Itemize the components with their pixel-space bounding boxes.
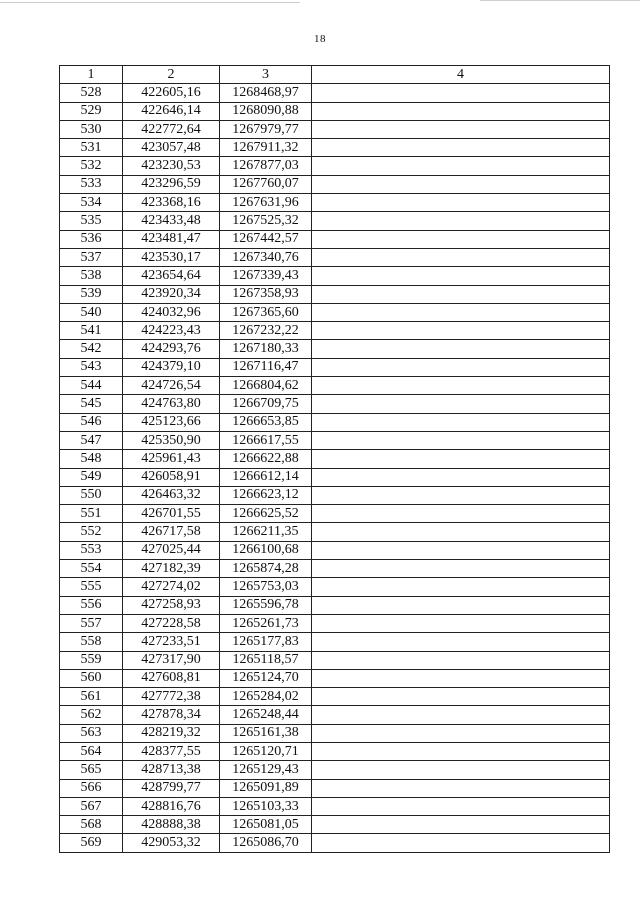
column-header: 1 [60, 66, 123, 84]
table-row [60, 578, 610, 596]
table-row [60, 194, 610, 212]
table-row [60, 486, 610, 504]
x-coordinate-cell: 425123,66 [123, 413, 220, 431]
x-coordinate-cell: 427233,51 [123, 633, 220, 651]
x-coordinate-cell: 424379,10 [123, 358, 220, 376]
point-number-cell: 545 [60, 395, 123, 413]
table-header-row [60, 66, 610, 84]
point-number-cell: 552 [60, 523, 123, 541]
y-coordinate-cell: 1265177,83 [220, 633, 312, 651]
x-coordinate-cell: 427182,39 [123, 560, 220, 578]
x-coordinate-cell: 427258,93 [123, 596, 220, 614]
y-coordinate-cell: 1266617,55 [220, 431, 312, 449]
table-row [60, 706, 610, 724]
y-coordinate-cell: 1268090,88 [220, 102, 312, 120]
note-cell [312, 230, 610, 248]
table-row [60, 669, 610, 687]
x-coordinate-cell: 423368,16 [123, 194, 220, 212]
x-coordinate-cell: 427025,44 [123, 541, 220, 559]
note-cell [312, 267, 610, 285]
x-coordinate-cell: 422605,16 [123, 84, 220, 102]
y-coordinate-cell: 1267631,96 [220, 194, 312, 212]
x-coordinate-cell: 424763,80 [123, 395, 220, 413]
x-coordinate-cell: 427317,90 [123, 651, 220, 669]
column-header: 3 [220, 66, 312, 84]
x-coordinate-cell: 423296,59 [123, 175, 220, 193]
y-coordinate-cell: 1265081,05 [220, 816, 312, 834]
y-coordinate-cell: 1266804,62 [220, 377, 312, 395]
y-coordinate-cell: 1265120,71 [220, 742, 312, 760]
x-coordinate-cell: 428799,77 [123, 779, 220, 797]
x-coordinate-cell: 423057,48 [123, 139, 220, 157]
x-coordinate-cell: 424726,54 [123, 377, 220, 395]
point-number-cell: 540 [60, 303, 123, 321]
column-header: 4 [312, 66, 610, 84]
note-cell [312, 523, 610, 541]
y-coordinate-cell: 1267525,32 [220, 212, 312, 230]
point-number-cell: 559 [60, 651, 123, 669]
table-row [60, 285, 610, 303]
table-row [60, 230, 610, 248]
point-number-cell: 528 [60, 84, 123, 102]
y-coordinate-cell: 1267877,03 [220, 157, 312, 175]
y-coordinate-cell: 1266623,12 [220, 486, 312, 504]
x-coordinate-cell: 426701,55 [123, 505, 220, 523]
table-row [60, 102, 610, 120]
y-coordinate-cell: 1267116,47 [220, 358, 312, 376]
y-coordinate-cell: 1265086,70 [220, 834, 312, 852]
y-coordinate-cell: 1265129,43 [220, 761, 312, 779]
y-coordinate-cell: 1267339,43 [220, 267, 312, 285]
x-coordinate-cell: 423433,48 [123, 212, 220, 230]
point-number-cell: 537 [60, 248, 123, 266]
x-coordinate-cell: 428377,55 [123, 742, 220, 760]
point-number-cell: 566 [60, 779, 123, 797]
note-cell [312, 194, 610, 212]
point-number-cell: 558 [60, 633, 123, 651]
point-number-cell: 557 [60, 614, 123, 632]
table-row [60, 377, 610, 395]
column-header: 2 [123, 66, 220, 84]
note-cell [312, 742, 610, 760]
x-coordinate-cell: 427228,58 [123, 614, 220, 632]
y-coordinate-cell: 1265091,89 [220, 779, 312, 797]
point-number-cell: 544 [60, 377, 123, 395]
point-number-cell: 564 [60, 742, 123, 760]
point-number-cell: 542 [60, 340, 123, 358]
y-coordinate-cell: 1267911,32 [220, 139, 312, 157]
note-cell [312, 816, 610, 834]
x-coordinate-cell: 423481,47 [123, 230, 220, 248]
page-number: 18 [314, 33, 326, 45]
table-row [60, 761, 610, 779]
table-row [60, 84, 610, 102]
note-cell [312, 688, 610, 706]
note-cell [312, 834, 610, 852]
table-row [60, 523, 610, 541]
y-coordinate-cell: 1265248,44 [220, 706, 312, 724]
note-cell [312, 651, 610, 669]
note-cell [312, 120, 610, 138]
table-row [60, 633, 610, 651]
point-number-cell: 547 [60, 431, 123, 449]
x-coordinate-cell: 427772,38 [123, 688, 220, 706]
table-row [60, 303, 610, 321]
note-cell [312, 468, 610, 486]
note-cell [312, 596, 610, 614]
point-number-cell: 553 [60, 541, 123, 559]
y-coordinate-cell: 1267979,77 [220, 120, 312, 138]
table-row [60, 120, 610, 138]
point-number-cell: 535 [60, 212, 123, 230]
table-row [60, 797, 610, 815]
point-number-cell: 563 [60, 724, 123, 742]
y-coordinate-cell: 1266622,88 [220, 450, 312, 468]
table-row [60, 614, 610, 632]
point-number-cell: 560 [60, 669, 123, 687]
note-cell [312, 322, 610, 340]
table-row [60, 596, 610, 614]
table-row [60, 157, 610, 175]
table-row [60, 468, 610, 486]
y-coordinate-cell: 1265103,33 [220, 797, 312, 815]
note-cell [312, 541, 610, 559]
y-coordinate-cell: 1265596,78 [220, 596, 312, 614]
table-row [60, 505, 610, 523]
table-row [60, 248, 610, 266]
note-cell [312, 431, 610, 449]
table-row [60, 779, 610, 797]
y-coordinate-cell: 1266709,75 [220, 395, 312, 413]
table-row [60, 358, 610, 376]
point-number-cell: 529 [60, 102, 123, 120]
point-number-cell: 543 [60, 358, 123, 376]
note-cell [312, 505, 610, 523]
note-cell [312, 395, 610, 413]
y-coordinate-cell: 1266100,68 [220, 541, 312, 559]
coordinates-table [59, 65, 610, 853]
point-number-cell: 534 [60, 194, 123, 212]
y-coordinate-cell: 1267442,57 [220, 230, 312, 248]
point-number-cell: 551 [60, 505, 123, 523]
table-row [60, 322, 610, 340]
note-cell [312, 486, 610, 504]
table-row [60, 212, 610, 230]
note-cell [312, 102, 610, 120]
x-coordinate-cell: 425350,90 [123, 431, 220, 449]
y-coordinate-cell: 1265118,57 [220, 651, 312, 669]
y-coordinate-cell: 1267358,93 [220, 285, 312, 303]
note-cell [312, 724, 610, 742]
point-number-cell: 538 [60, 267, 123, 285]
note-cell [312, 139, 610, 157]
y-coordinate-cell: 1265874,28 [220, 560, 312, 578]
note-cell [312, 285, 610, 303]
x-coordinate-cell: 422646,14 [123, 102, 220, 120]
point-number-cell: 555 [60, 578, 123, 596]
table-row [60, 340, 610, 358]
note-cell [312, 633, 610, 651]
point-number-cell: 533 [60, 175, 123, 193]
note-cell [312, 797, 610, 815]
note-cell [312, 560, 610, 578]
note-cell [312, 377, 610, 395]
table-row [60, 688, 610, 706]
x-coordinate-cell: 426717,58 [123, 523, 220, 541]
point-number-cell: 554 [60, 560, 123, 578]
y-coordinate-cell: 1266612,14 [220, 468, 312, 486]
x-coordinate-cell: 428816,76 [123, 797, 220, 815]
note-cell [312, 706, 610, 724]
y-coordinate-cell: 1265261,73 [220, 614, 312, 632]
y-coordinate-cell: 1266625,52 [220, 505, 312, 523]
note-cell [312, 614, 610, 632]
y-coordinate-cell: 1265284,02 [220, 688, 312, 706]
point-number-cell: 539 [60, 285, 123, 303]
note-cell [312, 340, 610, 358]
x-coordinate-cell: 423920,34 [123, 285, 220, 303]
x-coordinate-cell: 424293,76 [123, 340, 220, 358]
table-row [60, 413, 610, 431]
table-body [60, 84, 610, 852]
note-cell [312, 248, 610, 266]
y-coordinate-cell: 1266653,85 [220, 413, 312, 431]
y-coordinate-cell: 1267340,76 [220, 248, 312, 266]
y-coordinate-cell: 1268468,97 [220, 84, 312, 102]
table-row [60, 816, 610, 834]
y-coordinate-cell: 1265124,70 [220, 669, 312, 687]
note-cell [312, 450, 610, 468]
table-row [60, 450, 610, 468]
y-coordinate-cell: 1267365,60 [220, 303, 312, 321]
x-coordinate-cell: 422772,64 [123, 120, 220, 138]
table-row [60, 541, 610, 559]
x-coordinate-cell: 427274,02 [123, 578, 220, 596]
table-row [60, 742, 610, 760]
x-coordinate-cell: 423654,64 [123, 267, 220, 285]
table-row [60, 560, 610, 578]
table-row [60, 431, 610, 449]
point-number-cell: 541 [60, 322, 123, 340]
point-number-cell: 556 [60, 596, 123, 614]
x-coordinate-cell: 426058,91 [123, 468, 220, 486]
point-number-cell: 546 [60, 413, 123, 431]
y-coordinate-cell: 1267232,22 [220, 322, 312, 340]
note-cell [312, 578, 610, 596]
table-row [60, 395, 610, 413]
point-number-cell: 549 [60, 468, 123, 486]
table-row [60, 834, 610, 852]
note-cell [312, 84, 610, 102]
y-coordinate-cell: 1266211,35 [220, 523, 312, 541]
note-cell [312, 761, 610, 779]
x-coordinate-cell: 423530,17 [123, 248, 220, 266]
x-coordinate-cell: 423230,53 [123, 157, 220, 175]
note-cell [312, 303, 610, 321]
point-number-cell: 536 [60, 230, 123, 248]
table-row [60, 724, 610, 742]
point-number-cell: 550 [60, 486, 123, 504]
y-coordinate-cell: 1267760,07 [220, 175, 312, 193]
point-number-cell: 561 [60, 688, 123, 706]
point-number-cell: 530 [60, 120, 123, 138]
point-number-cell: 568 [60, 816, 123, 834]
point-number-cell: 569 [60, 834, 123, 852]
point-number-cell: 565 [60, 761, 123, 779]
point-number-cell: 548 [60, 450, 123, 468]
note-cell [312, 157, 610, 175]
note-cell [312, 358, 610, 376]
scan-edge-line [480, 0, 640, 1]
note-cell [312, 413, 610, 431]
point-number-cell: 562 [60, 706, 123, 724]
x-coordinate-cell: 425961,43 [123, 450, 220, 468]
x-coordinate-cell: 428219,32 [123, 724, 220, 742]
x-coordinate-cell: 424223,43 [123, 322, 220, 340]
x-coordinate-cell: 428713,38 [123, 761, 220, 779]
note-cell [312, 212, 610, 230]
table-row [60, 651, 610, 669]
y-coordinate-cell: 1265753,03 [220, 578, 312, 596]
x-coordinate-cell: 428888,38 [123, 816, 220, 834]
y-coordinate-cell: 1265161,38 [220, 724, 312, 742]
x-coordinate-cell: 427608,81 [123, 669, 220, 687]
table-row [60, 175, 610, 193]
x-coordinate-cell: 429053,32 [123, 834, 220, 852]
note-cell [312, 175, 610, 193]
point-number-cell: 532 [60, 157, 123, 175]
y-coordinate-cell: 1267180,33 [220, 340, 312, 358]
table-row [60, 139, 610, 157]
x-coordinate-cell: 426463,32 [123, 486, 220, 504]
point-number-cell: 567 [60, 797, 123, 815]
scan-edge-line [0, 2, 300, 3]
x-coordinate-cell: 424032,96 [123, 303, 220, 321]
note-cell [312, 669, 610, 687]
x-coordinate-cell: 427878,34 [123, 706, 220, 724]
point-number-cell: 531 [60, 139, 123, 157]
table-row [60, 267, 610, 285]
note-cell [312, 779, 610, 797]
